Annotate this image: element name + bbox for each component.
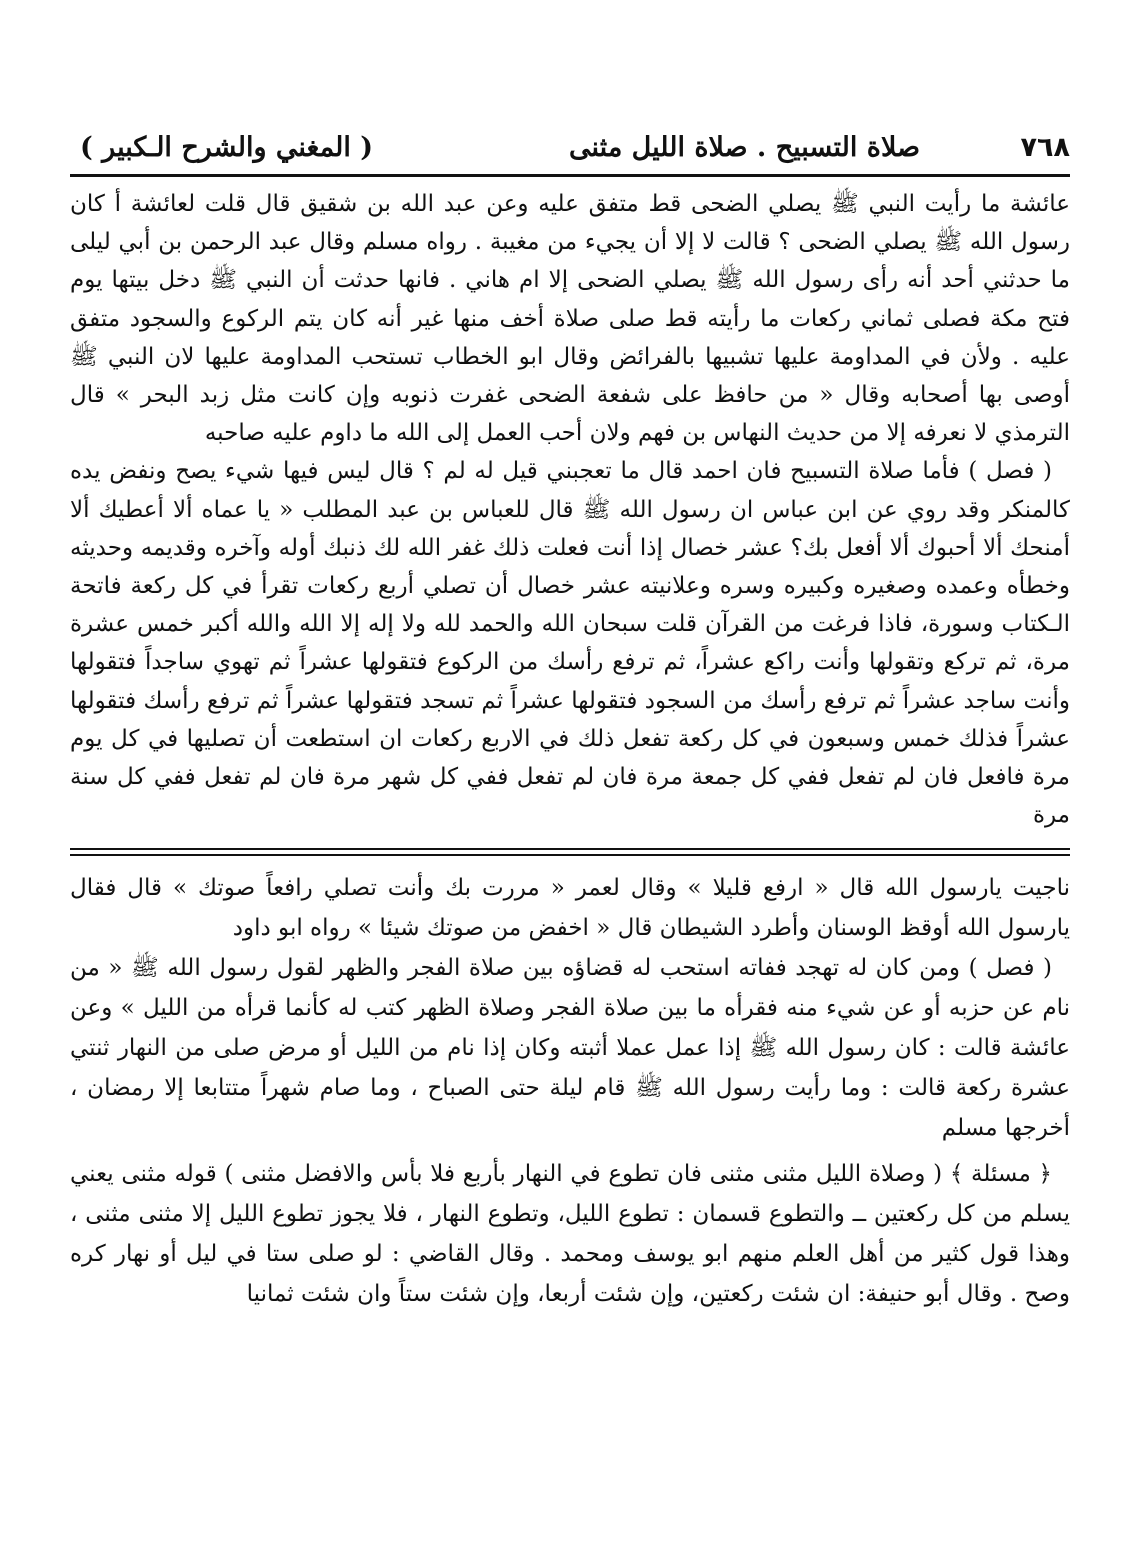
book-page [70, 128, 1070, 1314]
page-header [70, 128, 1070, 174]
book-title: ( المغني والشرح الـكبير ) [80, 132, 374, 163]
lower-text [70, 868, 1070, 1314]
main-paragraph: عائشة ما رأيت النبي ﷺ يصلي الضحى قط متفق عليه وعن عبد الله بن شقيق قال قلت لعائشة أ كان رسول الله ﷺ يصلي الضحى ؟ قالت لا إلا أن يجيء من مغيبة . رواه مسلم وقال عبد الرحمن بن أبي ليلى ما حدثني أحد أنه رأى رسول الله ﷺ يصلي الضحى إلا ام هاني . فانها حدثت أن النبي ﷺ دخل بيتها يوم فتح مكة فصلى ثماني ركعات ما رأيته قط صلى صلاة أخف منها غير أنه كان يتم الركوع والسجود متفق عليه . ولأن في المداومة عليها تشبيها بالفرائض وقال ابو الخطاب تستحب المداومة عليها لان النبي ﷺ أوصى بها أصحابه وقال « من حافظ على شفعة الضحى غفرت ذنوبه وإن كانت مثل زبد البحر » قال الترمذي لا نعرفه إلا من حديث النهاس بن فهم ولان أحب العمل إلى الله ما داوم عليه صاحبه [70, 191, 1070, 447]
lower-paragraph: ﴿ مسئلة ﴾ ( وصلاة الليل مثنى مثنى فان تطوع في النهار بأربع فلا بأس والافضل مثنى ) قوله مثنى يعني يسلم من كل ركعتين ــ والتطوع قسمان : تطوع الليل، وتطوع النهار ، فلا يجوز تطوع الليل إلا مثنى مثنى ، وهذا قول كثير من أهل العلم منهم ابو يوسف ومحمد . وقال القاضي : لو صلى ستا في ليل أو نهار كره وصح . وقال أبو حنيفة: ان شئت ركعتين، وإن شئت أربعا، وإن شئت ستاً وان شئت ثمانيا [70, 1161, 1070, 1308]
lower-paragraph: ناجيت يارسول الله قال « ارفع قليلا » وقال لعمر « مررت بك وأنت تصلي رافعاً صوتك » قال فقال يارسول الله أوقظ الوسنان وأطرد الشيطان قال « اخفض من صوتك شيئا » رواه ابو داود [70, 875, 1070, 942]
main-paragraph: ( فصل ) فأما صلاة التسبيح فان احمد قال ما تعجبني قيل له لم ؟ قال ليس فيها شيء يصح ونفض يده كالمنكر وقد روي عن ابن عباس ان رسول الله ﷺ قال للعباس بن عبد المطلب « يا عماه ألا أعطيك ألا أمنحك ألا أحبوك ألا أفعل بك؟ عشر خصال إذا أنت فعلت ذلك غفر الله لك ذنبك أوله وآخره وقديمه وحديثه وخطأه وعمده وصغيره وكبيره وسره وعلانيته عشر خصال أن تصلي أربع ركعات تقرأ في كل ركعة فاتحة الـكتاب وسورة، فاذا فرغت من القرآن قلت سبحان الله والحمد لله ولا إله إلا الله والله أكبر خمس عشرة مرة، ثم تركع وتقولها وأنت راكع عشراً، ثم ترفع رأسك من الركوع فتقولها عشراً ثم تهوي ساجداً فتقولها وأنت ساجد عشراً ثم ترفع رأسك من السجود فتقولها عشراً ثم تسجد فتقولها عشراً ثم ترفع رأسك فتقولها عشراً فذلك خمس وسبعون في كل ركعة تفعل ذلك في الاربع ركعات ان استطعت أن تصليها في كل يوم مرة فافعل فان لم تفعل ففي كل جمعة مرة فان لم تفعل ففي كل شهر مرة فان لم تفعل ففي كل سنة مرة [70, 458, 1070, 829]
lower-paragraph: ( فصل ) ومن كان له تهجد ففاته استحب له قضاؤه بين صلاة الفجر والظهر لقول رسول الله ﷺ « من نام عن حزبه أو عن شيء منه فقرأه ما بين صلاة الفجر وصلاة الظهر كتب له كأنما قرأه من الليل » وعن عائشة قالت : كان رسول الله ﷺ إذا عمل عملا أثبته وكان إذا نام من الليل أو مرض صلى من النهار ثنتي عشرة ركعة قالت : وما رأيت رسول الله ﷺ قام ليلة حتى الصباح ، وما صام شهراً متتابعا إلا رمضان ، أخرجها مسلم [70, 955, 1070, 1142]
page-number: ٧٦٨ [1020, 132, 1070, 163]
running-title: صلاة التسبيح . صلاة الليل مثنى [569, 132, 920, 163]
header-rule [70, 174, 1070, 177]
section-divider [70, 848, 1070, 856]
main-text [70, 185, 1070, 834]
